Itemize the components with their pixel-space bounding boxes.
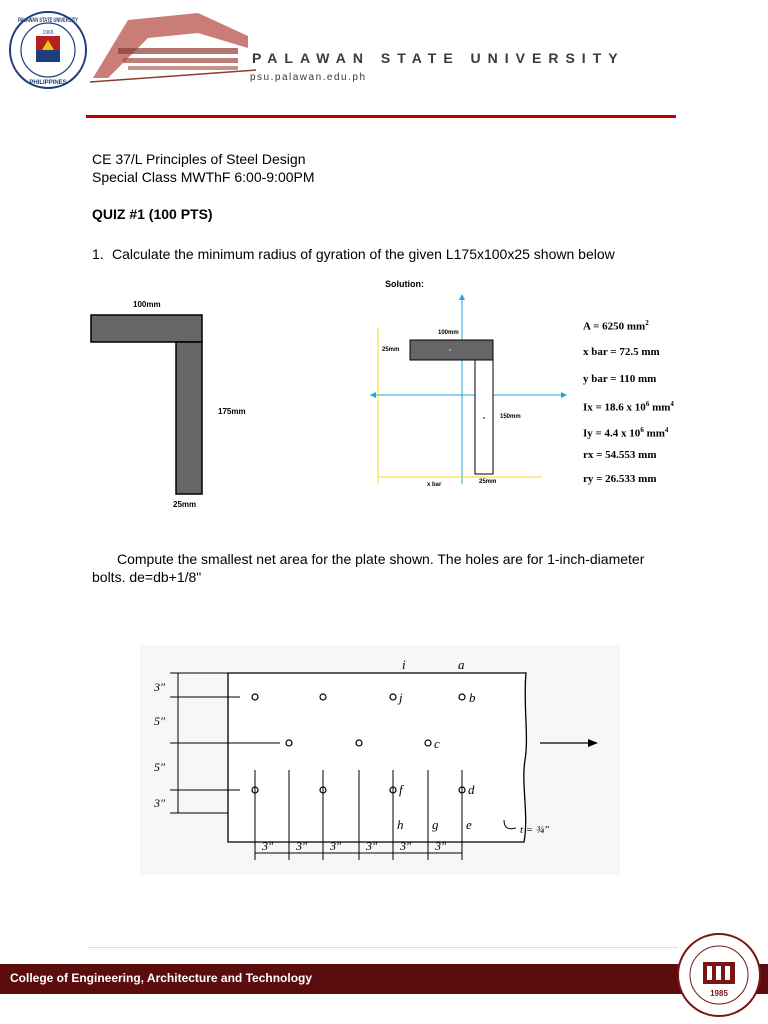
- solution-dim-bottom: 25mm: [479, 479, 497, 485]
- left-dim-4: 3": [154, 796, 166, 810]
- label-j: j: [399, 690, 403, 705]
- course-schedule: Special Class MWThF 6:00-9:00PM: [92, 169, 315, 185]
- question-1-number: 1.: [92, 246, 104, 262]
- label-i: i: [402, 657, 406, 672]
- label-b: b: [469, 690, 476, 705]
- question-2-line-2: bolts. de=db+1/8": [92, 569, 202, 585]
- bottom-dim-4: 3": [366, 839, 378, 853]
- bottom-dim-2: 3": [296, 839, 308, 853]
- result-ry: ry = 26.533 mm: [583, 473, 657, 485]
- solution-figure: [370, 292, 570, 492]
- result-area: A = 6250 $mm^2$: [583, 319, 649, 333]
- label-e: e: [466, 817, 472, 832]
- solution-label: Solution:: [385, 279, 424, 289]
- solution-xbar-label: x bar: [427, 482, 442, 488]
- solution-dim-right: 150mm: [500, 414, 521, 420]
- footer-college-name: College of Engineering, Architecture and Technology: [10, 971, 313, 985]
- question-1-text: Calculate the minimum radius of gyration of the given L175x100x25 shown below: [112, 246, 615, 262]
- label-h: h: [397, 817, 404, 832]
- angle-section-figure: [88, 312, 208, 498]
- angle-dim-top: 100mm: [133, 300, 161, 309]
- quiz-title: QUIZ #1 (100 PTS): [92, 206, 213, 222]
- left-dim-3: 5": [154, 760, 166, 774]
- solution-dim-left: 25mm: [382, 347, 400, 353]
- result-ybar: y bar = 110 mm: [583, 373, 657, 385]
- left-dim-1: 3": [154, 680, 166, 694]
- result-iy: Iy = 4.4 x $10^6$ $mm^4$: [583, 426, 669, 440]
- label-f: f: [399, 782, 403, 797]
- thickness-label: t = ¾": [520, 824, 549, 836]
- result-ix: Ix = 18.6 x $10^6$ $mm^4$: [583, 400, 674, 414]
- label-g: g: [432, 817, 439, 832]
- left-dim-2: 5": [154, 714, 166, 728]
- course-title: CE 37/L Principles of Steel Design: [92, 151, 306, 167]
- bottom-dim-1: 3": [262, 839, 274, 853]
- label-d: d: [468, 782, 475, 797]
- label-a: a: [458, 657, 465, 672]
- result-rx: rx = 54.553 mm: [583, 449, 657, 461]
- college-seal-logo: [676, 932, 762, 1018]
- university-url: psu.palawan.edu.ph: [250, 72, 367, 83]
- header-divider: [86, 115, 676, 118]
- angle-dim-bottom: 25mm: [173, 500, 197, 509]
- bottom-dim-5: 3": [400, 839, 412, 853]
- question-2-line-1: Compute the smallest net area for the plate shown. The holes are for 1-inch-diameter: [117, 551, 645, 567]
- angle-dim-height: 175mm: [218, 407, 246, 416]
- seal-text-top: PALAWAN STATE UNIVERSITY: [18, 18, 78, 24]
- bottom-dim-3: 3": [330, 839, 342, 853]
- building-illustration: [88, 8, 258, 86]
- solution-dim-top: 100mm: [438, 330, 459, 336]
- bottom-dim-6: 3": [435, 839, 447, 853]
- label-c: c: [434, 736, 440, 751]
- college-seal-year: 1985: [710, 989, 728, 998]
- seal-text-bottom: PHILIPPINES: [29, 80, 67, 86]
- university-seal-logo: [8, 10, 88, 90]
- footer-divider: [88, 947, 678, 948]
- result-xbar: x bar = 72.5 mm: [583, 346, 660, 358]
- university-name: PALAWAN STATE UNIVERSITY: [252, 50, 625, 66]
- plate-figure: [140, 645, 620, 875]
- seal-year: 1965: [42, 30, 54, 36]
